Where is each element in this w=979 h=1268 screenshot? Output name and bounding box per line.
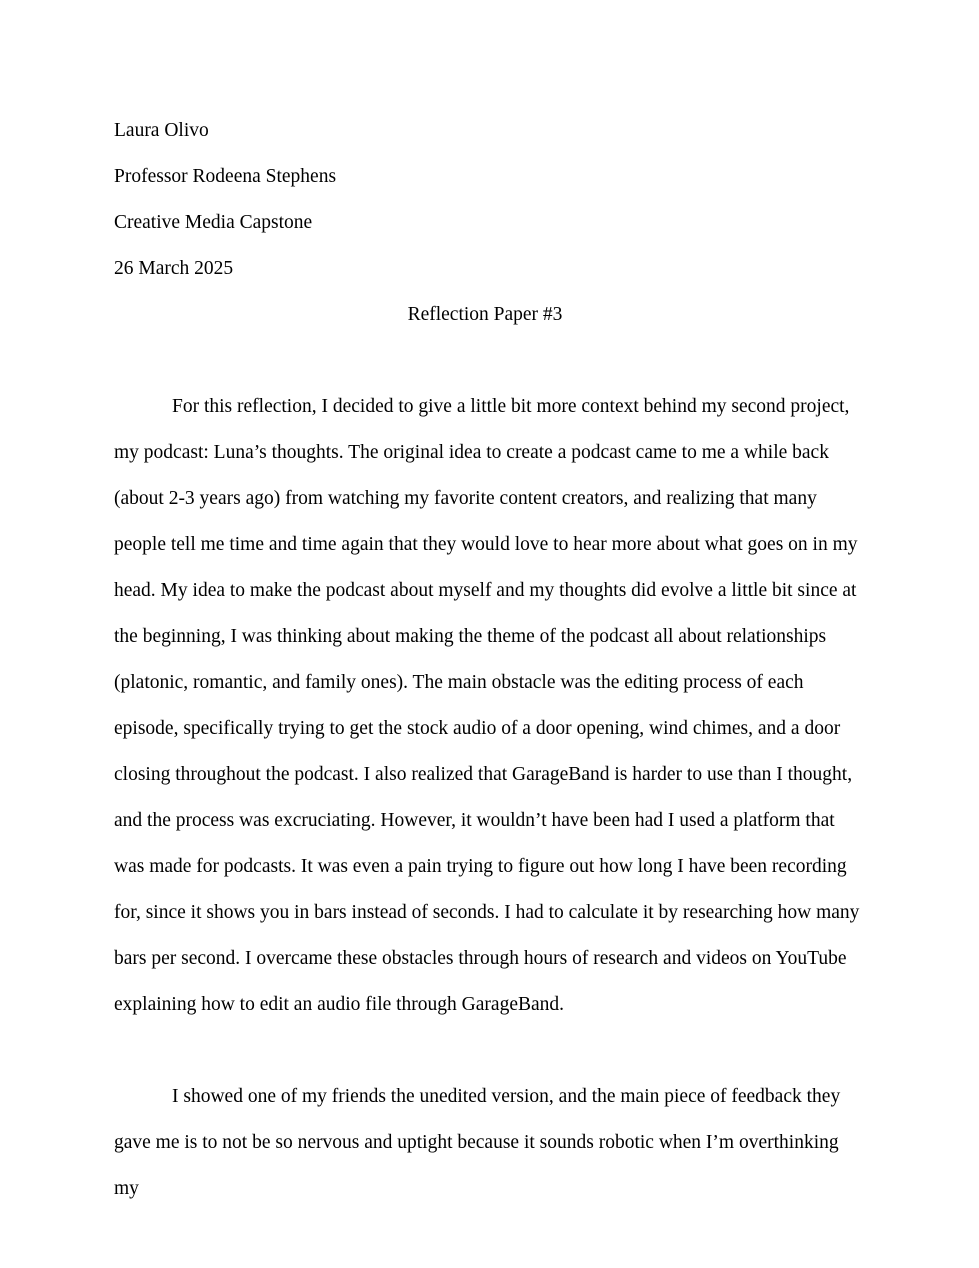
body-paragraph-1: For this reflection, I decided to give a little bit more context behind my second project, my podcast: Luna’s thoughts. The original idea to create a podcast came to me a while back (about 2-3 years ago) from watching my favorite content creators, and realizing that many people tell me time and time again that they would love to hear more about what goes on in my head. My idea to make the podcast about myself and my thoughts did evolve a little bit since at the beginning, I was thinking about making the theme of the podcast all about relationships (platonic, romantic, and family ones). The main obstacle was the editing process of each episode, specifically trying to get the stock audio of a door opening, wind chimes, and a door closing throughout the podcast. I also realized that GarageBand is harder to use than I thought, and the process was excruciating. However, it wouldn’t have been had I used a platform that was made for podcasts. It was even a pain trying to figure out how long I have been recording for, since it shows you in bars instead of seconds. I had to calculate it by researching how many bars per second. I overcame these obstacles through hours of research and videos on YouTube explaining how to edit an audio file through GarageBand. [114,396,860,1015]
mla-heading-block [114,108,866,292]
spacer-before-body [114,338,866,384]
paper-title: Reflection Paper #3 [407,304,563,325]
assignment-date: 26 March 2025 [114,258,234,279]
student-name: Laura Olivo [114,120,209,141]
instructor-name: Professor Rodeena Stephens [114,166,337,187]
body-paragraph-2: I showed one of my friends the unedited version, and the main piece of feedback they gave me is to not be so nervous and uptight because it sounds robotic when I’m overthinking my [114,1086,841,1199]
spacer-between-paragraphs [114,1028,866,1074]
document-text-body [114,108,866,1212]
course-name: Creative Media Capstone [114,212,313,233]
